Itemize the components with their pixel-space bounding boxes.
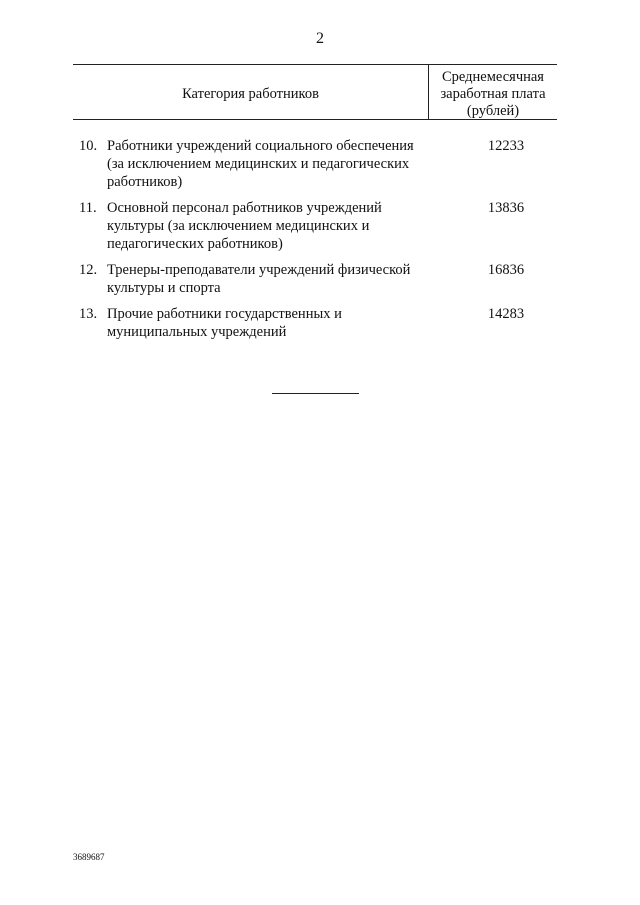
table-row (73, 261, 557, 297)
row-number: 13. (79, 306, 98, 322)
page-number: 2 (316, 30, 324, 47)
row-wage: 14283 (487, 306, 525, 322)
row-category: Тренеры-преподаватели учреждений физической культуры и спорта (107, 262, 411, 296)
table-header (73, 65, 557, 119)
row-wage: 13836 (487, 200, 525, 216)
document-code: 3689687 (73, 852, 105, 862)
row-number: 10. (79, 138, 98, 154)
row-number: 11. (79, 200, 97, 216)
row-category: Прочие работники государственных и муниципальных учреждений (107, 306, 342, 340)
row-category: Работники учреждений социального обеспечения (за исключением медицинских и педагогических работников) (107, 138, 414, 190)
row-number: 12. (79, 262, 98, 278)
row-category: Основной персонал работников учреждений культуры (за исключением медицинских и педагогических работников) (107, 200, 382, 252)
row-wage: 12233 (487, 138, 525, 154)
wage-table (73, 64, 557, 349)
table-rows (73, 137, 557, 341)
table-row (73, 199, 557, 253)
table-row (73, 305, 557, 341)
end-of-table-rule (272, 393, 359, 394)
header-category: Категория работников (182, 85, 319, 102)
row-wage: 16836 (487, 262, 525, 278)
header-wage: Среднемесячная заработная плата (рублей) (440, 69, 546, 119)
table-row (73, 137, 557, 191)
